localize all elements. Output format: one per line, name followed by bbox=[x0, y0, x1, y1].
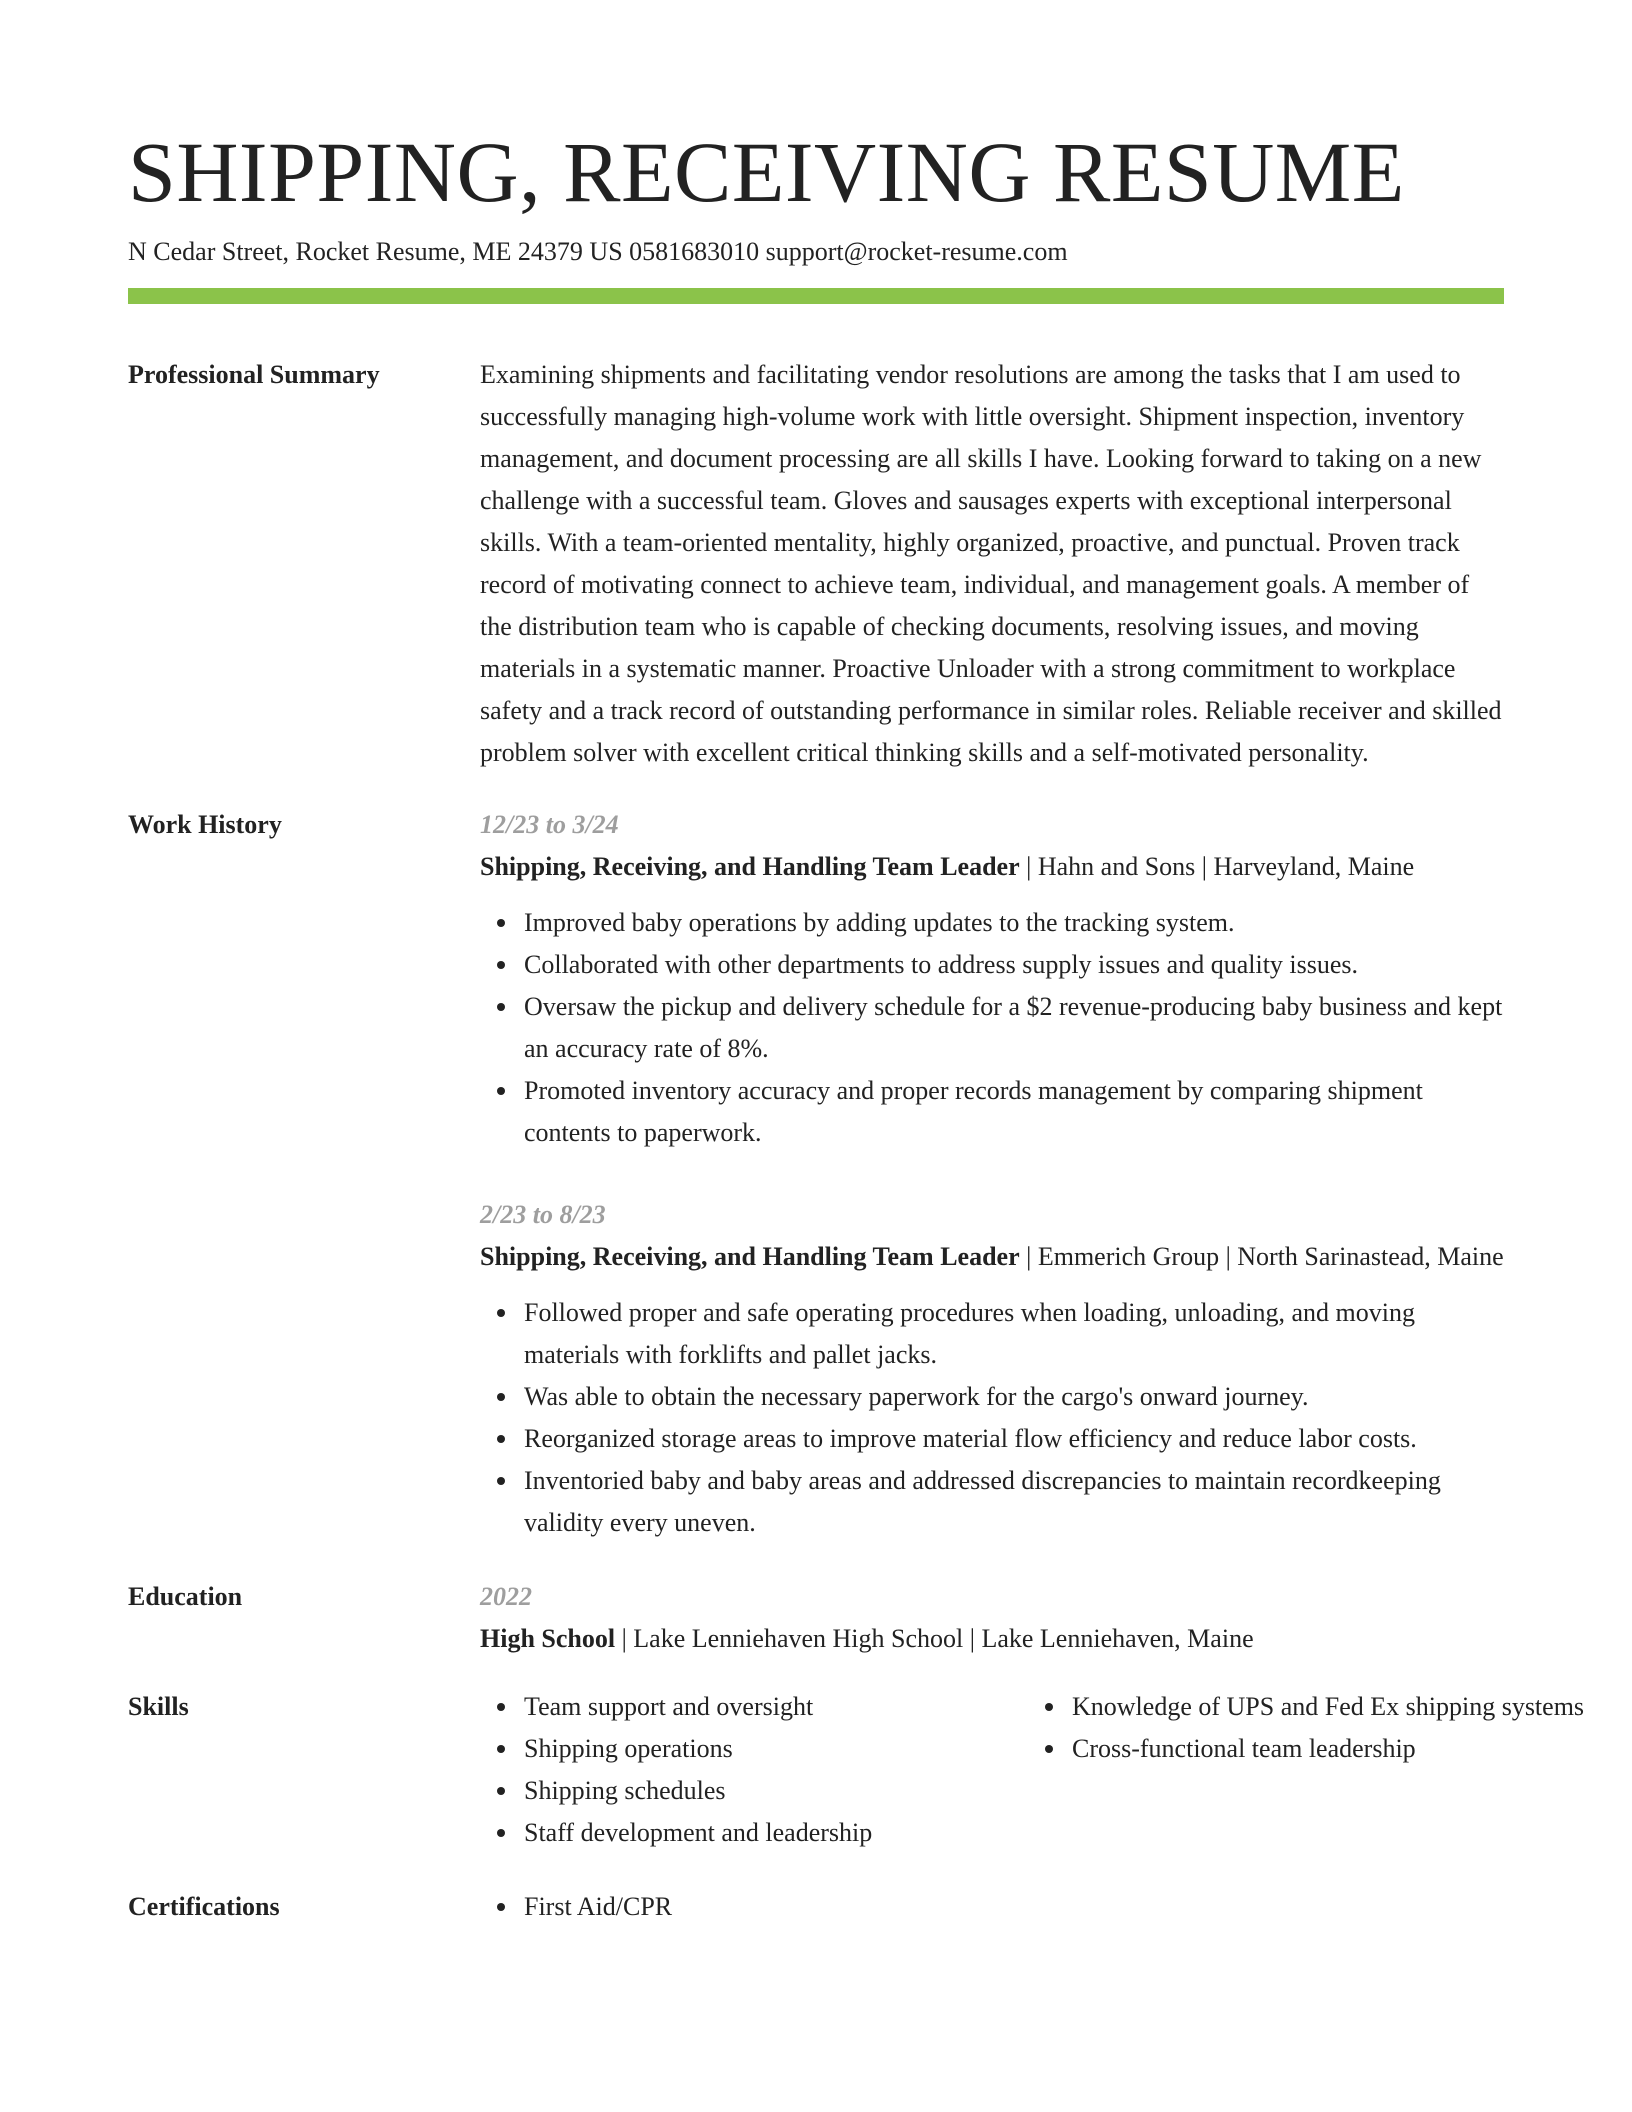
list-item: Inventoried baby and baby areas and addressed discrepancies to maintain recordkeeping validity every uneven. bbox=[524, 1460, 1504, 1544]
section-label-education: Education bbox=[128, 1582, 243, 1611]
list-item: Followed proper and safe operating procedures when loading, unloading, and moving materials with forklifts and pallet jacks. bbox=[524, 1292, 1504, 1376]
list-item: Improved baby operations by adding updates to the tracking system. bbox=[524, 902, 1504, 944]
resume-page bbox=[128, 118, 1585, 1928]
resume-title: SHIPPING, RECEIVING RESUME bbox=[128, 124, 1405, 220]
job-dates: 12/23 to 3/24 bbox=[480, 810, 619, 839]
job-dates: 2/23 to 8/23 bbox=[480, 1200, 606, 1229]
education-year: 2022 bbox=[480, 1582, 532, 1611]
job-bullets bbox=[480, 902, 1504, 1154]
list-item: Collaborated with other departments to address supply issues and quality issues. bbox=[524, 944, 1504, 986]
job-entry bbox=[480, 1194, 1504, 1544]
list-item: Oversaw the pickup and delivery schedule for a $2 revenue-producing baby business and kept an accuracy rate of 8%. bbox=[524, 986, 1504, 1070]
certifications-body bbox=[480, 1886, 1504, 1928]
work-history-body bbox=[480, 804, 1504, 1544]
work-history-section bbox=[128, 804, 1504, 1544]
list-item: Cross-functional team leadership bbox=[1072, 1728, 1592, 1770]
job-heading bbox=[480, 1236, 1504, 1278]
education-body bbox=[480, 1576, 1504, 1660]
education-section bbox=[128, 1576, 1504, 1660]
certifications-section bbox=[128, 1886, 1504, 1928]
education-degree: High School bbox=[480, 1624, 616, 1653]
list-item: Team support and oversight bbox=[524, 1686, 1028, 1728]
summary-text: Examining shipments and facilitating vendor resolutions are among the tasks that I am used to successfully managing high-volume work with little oversight. Shipment inspection, inventory management, and document processing are all skills I have. Looking forward to taking on a new challenge with a successful team. Gloves and sausages experts with exceptional interpersonal skills. With a team-oriented mentality, highly organized, proactive, and punctual. Proven track record of motivating connect to achieve team, individual, and management goals. A member of the distribution team who is capable of checking documents, resolving issues, and moving materials in a systematic manner. Proactive Unloader with a strong commitment to workplace safety and a track record of outstanding performance in similar roles. Reliable receiver and skilled problem solver with excellent critical thinking skills and a self-motivated personality. bbox=[480, 360, 1502, 767]
job-heading bbox=[480, 846, 1504, 888]
job-title: Shipping, Receiving, and Handling Team Leader bbox=[480, 1242, 1020, 1271]
certifications-list bbox=[480, 1886, 1504, 1928]
header-divider bbox=[128, 288, 1504, 304]
skills-grid bbox=[480, 1686, 1592, 1854]
list-item: Promoted inventory accuracy and proper records management by comparing shipment contents to paperwork. bbox=[524, 1070, 1504, 1154]
education-heading bbox=[480, 1618, 1504, 1660]
section-label-certifications: Certifications bbox=[128, 1892, 280, 1921]
section-label-work-history: Work History bbox=[128, 810, 282, 839]
list-item: Was able to obtain the necessary paperwork for the cargo's onward journey. bbox=[524, 1376, 1504, 1418]
list-item: Staff development and leadership bbox=[524, 1812, 1028, 1854]
list-item: First Aid/CPR bbox=[524, 1886, 1504, 1928]
job-bullets bbox=[480, 1292, 1504, 1544]
section-label-skills: Skills bbox=[128, 1692, 189, 1721]
job-title: Shipping, Receiving, and Handling Team Leader bbox=[480, 852, 1020, 881]
job-entry bbox=[480, 804, 1504, 1154]
summary-section bbox=[128, 354, 1504, 774]
skills-section bbox=[128, 1686, 1585, 1854]
education-school-location: | Lake Lenniehaven High School | Lake Lenniehaven, Maine bbox=[615, 1624, 1254, 1653]
contact-line: N Cedar Street, Rocket Resume, ME 24379 US 0581683010 support@rocket-resume.com bbox=[128, 237, 1068, 266]
job-employer-location: | Hahn and Sons | Harveyland, Maine bbox=[1019, 852, 1415, 881]
job-employer-location: | Emmerich Group | North Sarinastead, Maine bbox=[1019, 1242, 1504, 1271]
list-item: Shipping operations bbox=[524, 1728, 1028, 1770]
section-label-summary: Professional Summary bbox=[128, 360, 380, 389]
skills-column-1 bbox=[480, 1686, 1028, 1854]
list-item: Knowledge of UPS and Fed Ex shipping systems bbox=[1072, 1686, 1592, 1728]
list-item: Reorganized storage areas to improve material flow efficiency and reduce labor costs. bbox=[524, 1418, 1504, 1460]
skills-column-2 bbox=[1028, 1686, 1592, 1854]
list-item: Shipping schedules bbox=[524, 1770, 1028, 1812]
